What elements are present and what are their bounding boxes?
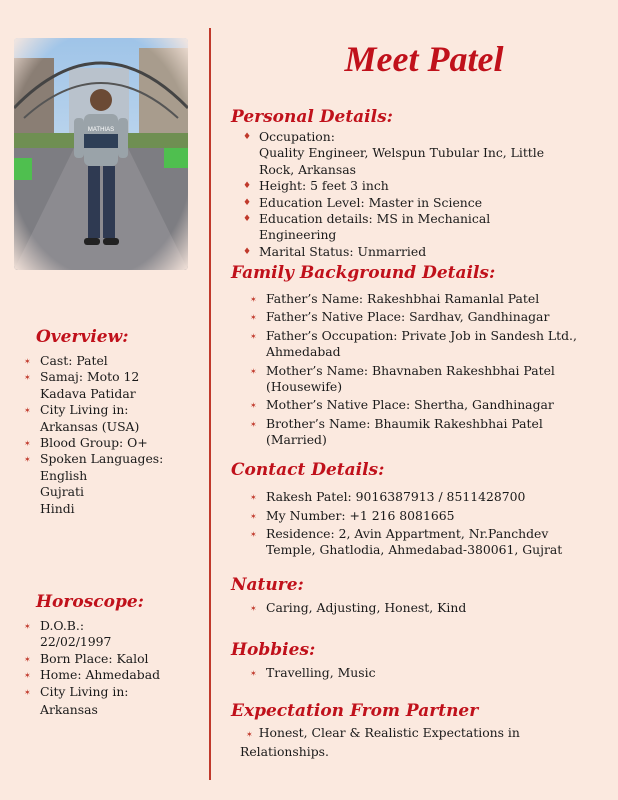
horoscope-city-value: Arkansas [40,702,98,718]
language-item: English [40,467,88,483]
dob-label: ✶ D.O.B.: [40,618,85,633]
list-item: ✶ Father’s Occupation: Private Job in Sandesh Ltd., Ahmedabad [244,328,584,361]
horoscope-title: Horoscope: [36,592,144,612]
languages-label: ✶ Spoken Languages: [40,451,164,467]
list-item: ✶ Mother’s Name: Bhavnaben Rakeshbhai Patel (Housewife) [244,363,584,396]
expectation-text [240,724,530,760]
horoscope-city-label: ✶ City Living in: [40,683,129,699]
family-details-title: Family Background Details: [231,263,496,283]
contact-details-list [244,489,574,559]
list-item: ✶ Father’s Native Place: Sardhav, Gandhinagar [244,309,584,325]
samaj-line1: ✶ Samaj: Moto 12 [40,369,140,385]
city-line1: ✶ City Living in: [40,402,129,418]
list-item [18,618,208,651]
city-line2: Arkansas (USA) [40,418,140,434]
contact-details-title: Contact Details: [231,460,385,480]
list-item: ✶ Brother’s Name: Bhaumik Rakeshbhai Patel (Married) [244,416,584,449]
list-item: ✶ Travelling, Music [244,665,584,681]
hobbies-list [244,665,584,681]
overview-title: Overview: [36,327,129,347]
vertical-divider [209,28,211,780]
personal-details-list [237,129,557,260]
page-title: Meet Patel [344,39,504,79]
list-item [18,451,208,517]
profile-photo [14,38,188,270]
list-item: ✶ Mother’s Native Place: Shertha, Gandhinagar [244,397,584,413]
list-item [237,129,557,178]
list-item: ✶ Cast: Patel [18,353,208,369]
star-bullet-icon: ✶ [246,730,253,739]
list-item: ♦ Height: 5 feet 3 inch [237,178,557,194]
list-item [18,402,208,435]
hobbies-title: Hobbies: [231,640,316,660]
expectation-title: Expectation From Partner [231,701,479,721]
list-item [18,684,208,719]
list-item: ✶ Residence: 2, Avin Appartment, Nr.Panchdev Temple, Ghatlodia, Ahmedabad-380061, Gujrat [244,526,574,559]
list-item: ♦ Education details: MS in Mechanical Engineering [237,211,557,244]
language-item: Gujrati [40,484,84,500]
personal-details-title: Personal Details: [231,107,393,127]
list-item: ♦ Marital Status: Unmarried [237,244,557,260]
overview-list [18,353,208,517]
list-item: ✶ Blood Group: O+ [18,435,208,451]
language-item: Hindi [40,500,75,516]
nature-list [244,600,584,616]
occupation-value: Quality Engineer, Welspun Tubular Inc, Little Rock, Arkansas [259,145,545,177]
list-item: ✶ Rakesh Patel: 9016387913 / 8511428700 [244,489,574,505]
nature-title: Nature: [231,575,304,595]
family-details-list [244,291,584,449]
list-item: ✶ Caring, Adjusting, Honest, Kind [244,600,584,616]
list-item: ♦ Education Level: Master in Science [237,195,557,211]
list-item: ✶ Born Place: Kalol [18,651,208,667]
expectation-value: Honest, Clear & Realistic Expectations in Relationships. [240,725,520,759]
horoscope-list [18,618,208,718]
list-item: ✶ Father’s Name: Rakeshbhai Ramanlal Patel [244,291,584,307]
list-item: ✶ My Number: +1 216 8081665 [244,508,574,524]
list-item [18,369,208,402]
dob-value: 22/02/1997 [40,634,112,650]
occupation-label: Occupation: [259,129,335,144]
list-item: ✶ Home: Ahmedabad [18,667,208,683]
samaj-line2: Kadava Patidar [40,385,136,401]
